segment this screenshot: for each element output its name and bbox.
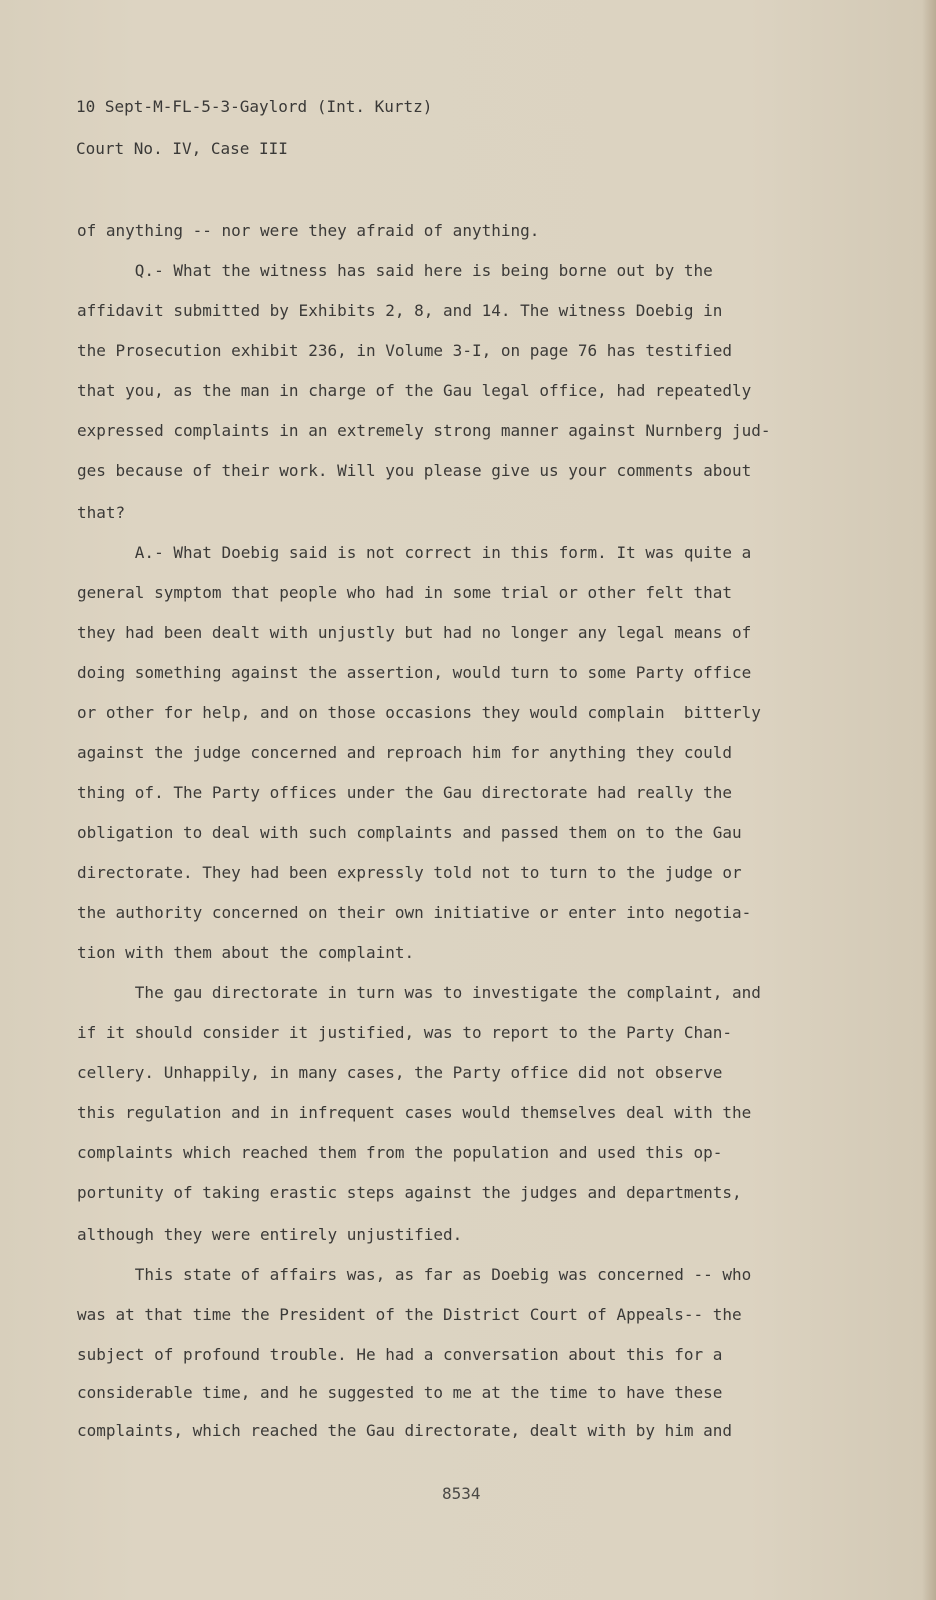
body-line: portunity of taking erastic steps against the judges and departments, bbox=[77, 1183, 742, 1202]
body-line: or other for help, and on those occasions they would complain bitterly bbox=[77, 703, 761, 722]
body-line: doing something against the assertion, would turn to some Party office bbox=[77, 663, 752, 682]
body-line: this regulation and in infrequent cases would themselves deal with the bbox=[77, 1103, 752, 1122]
body-line: Q.- What the witness has said here is being borne out by the bbox=[77, 261, 713, 280]
header-line-2: Court No. IV, Case III bbox=[76, 139, 288, 158]
header-line-1: 10 Sept-M-FL-5-3-Gaylord (Int. Kurtz) bbox=[76, 97, 433, 116]
body-line: A.- What Doebig said is not correct in this form. It was quite a bbox=[77, 543, 752, 562]
body-line: of anything -- nor were they afraid of anything. bbox=[77, 221, 540, 240]
body-line: cellery. Unhappily, in many cases, the Party office did not observe bbox=[77, 1063, 723, 1082]
body-line: was at that time the President of the District Court of Appeals-- the bbox=[77, 1305, 742, 1324]
body-line: considerable time, and he suggested to me at the time to have these bbox=[77, 1383, 723, 1402]
body-line: thing of. The Party offices under the Gau directorate had really the bbox=[77, 783, 733, 802]
body-line: if it should consider it justified, was to report to the Party Chan- bbox=[77, 1023, 733, 1042]
body-line: tion with them about the complaint. bbox=[77, 943, 415, 962]
body-line: complaints, which reached the Gau directorate, dealt with by him and bbox=[77, 1421, 733, 1440]
body-line: that you, as the man in charge of the Gau legal office, had repeatedly bbox=[77, 381, 752, 400]
body-line: ges because of their work. Will you please give us your comments about bbox=[77, 461, 752, 480]
body-line: subject of profound trouble. He had a conversation about this for a bbox=[77, 1345, 723, 1364]
page-edge-shadow bbox=[922, 0, 936, 1600]
body-line: against the judge concerned and reproach him for anything they could bbox=[77, 743, 733, 762]
body-line: they had been dealt with unjustly but had no longer any legal means of bbox=[77, 623, 752, 642]
body-line: the authority concerned on their own initiative or enter into negotia- bbox=[77, 903, 752, 922]
body-line: complaints which reached them from the population and used this op- bbox=[77, 1143, 723, 1162]
body-line: affidavit submitted by Exhibits 2, 8, and 14. The witness Doebig in bbox=[77, 301, 723, 320]
body-line: The gau directorate in turn was to investigate the complaint, and bbox=[77, 983, 761, 1002]
body-line: that? bbox=[77, 503, 126, 522]
body-line: directorate. They had been expressly told not to turn to the judge or bbox=[77, 863, 742, 882]
body-line: the Prosecution exhibit 236, in Volume 3-I, on page 76 has testified bbox=[77, 341, 733, 360]
body-line: This state of affairs was, as far as Doebig was concerned -- who bbox=[77, 1265, 752, 1284]
body-line: expressed complaints in an extremely strong manner against Nurnberg jud- bbox=[77, 421, 771, 440]
body-line: obligation to deal with such complaints and passed them on to the Gau bbox=[77, 823, 742, 842]
body-line: although they were entirely unjustified. bbox=[77, 1225, 463, 1244]
body-line: general symptom that people who had in some trial or other felt that bbox=[77, 583, 733, 602]
page-number: 8534 bbox=[442, 1484, 481, 1503]
